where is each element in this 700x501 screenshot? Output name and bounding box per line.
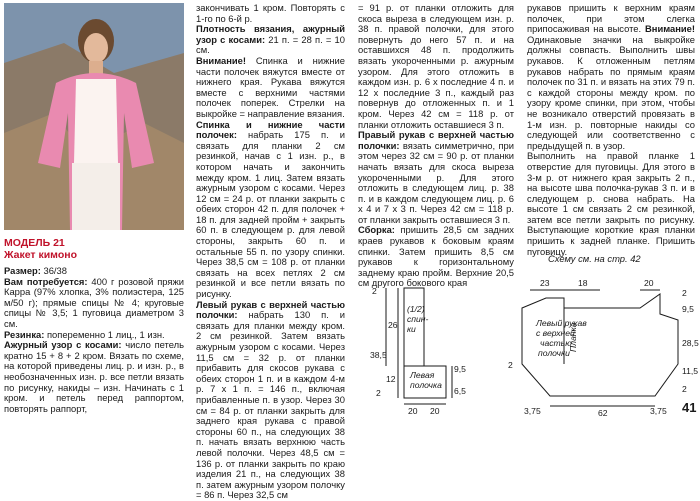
col1-text-1: 21 п. = 28 п. = 10 см. (196, 33, 345, 56)
col3-text-0a: рукавов пришить к верхним краям полочек, при этом слегка припосаживая на высоте. (527, 2, 695, 35)
dim-right-2-top: 2 (682, 288, 687, 298)
lace-paragraph (4, 340, 184, 414)
col2-heading-1: Правый рукав с верхней частью полочки: (358, 129, 514, 151)
text-column-3 (527, 3, 695, 257)
dim-right-62: 62 (598, 408, 608, 418)
text-column-2 (358, 3, 514, 289)
dim-right-11-5: 11,5 (682, 366, 699, 376)
col1-text-3: набрать 175 п. и связать для планки 2 см резинкой, начав с 1 изн. р., в котором начать и закончить между кром. 1 лиц. Затем вязать ажурным узором с косами. Через 12 см = 24 р. от планки закрыть с обеих сторон 42 п. для полочек + 18 п. для задней пройм + закрыть 60 п. в следующем р. для левой стороны, закрыть 60 п. и остальные 55 п. по узору спинки. Через 38,5 см = 108 р. от планки связать на всех петлях 2 см резинкой и все петли вязать по рисунку. (196, 129, 345, 300)
col1-text-2: Спинка и нижние части полочек вяжутся вместе от нижнего края. Рукава вяжутся вместе с верхними частями полочек поперек. Стрелки на выкройке = направление вязания. (196, 54, 345, 119)
model-photo-illustration (4, 3, 184, 230)
col2-para-0: = 91 р. от планки отложить для скоса выреза в следующем изн. р. 38 п. правой полочки, для этого повернуть до него 57 п. и на оставшихся 48 п. продолжить вязать укороченными р. ажурным узором. Для этого отложить в каждом изн. р. 6 x последние 4 п. и 12 x последние 3 п., каждый раз повернув до отложенных п. и 1 кром. Через 42 см = 118 р. от планки отложить оставшиеся 3 п. (358, 2, 514, 130)
dim-left-2-bottom: 2 (376, 388, 381, 398)
dim-right-18: 18 (578, 278, 588, 288)
col1-para-0: закончивать 1 кром. Повторять с 1-го по 6-й р. (196, 2, 345, 24)
col2-heading-2: Сборка: (358, 224, 395, 236)
dim-left-38-5: 38,5 (370, 350, 387, 360)
model-number: МОДЕЛЬ 21 (4, 237, 65, 249)
text-column-1 (196, 3, 345, 501)
dim-right-9-5: 9,5 (682, 304, 694, 314)
materials-paragraph (4, 277, 184, 330)
col2-para-1 (358, 130, 514, 225)
rib-text: попеременно 1 лиц., 1 изн. (44, 328, 165, 340)
size-value: 36/38 (40, 265, 67, 276)
col1-para-1 (196, 24, 345, 56)
col1-heading-1: Плотность вязания, ажурный узор с косами: (196, 23, 345, 45)
dim-right-2-left: 2 (508, 360, 513, 370)
col1-heading-2: Внимание! (196, 54, 246, 66)
model-intro (4, 238, 184, 414)
model-name: Жакет кимоно (4, 248, 77, 261)
dim-left-20b: 20 (430, 406, 440, 416)
dim-left-9-5: 9,5 (454, 364, 466, 374)
materials-text: 400 г розовой пряжи Карра (97% хлопка, 3% полиэстера, 125 м/50 г); прямые спицы № 4; круговые спицы № 3,5; 1 пуговица диаметром 3 см. (4, 275, 184, 329)
col1-text-4: набрать 130 п. и связать для планки между кром. 2 см резинкой. Затем вязать ажурным узором с косами. Через 11,5 см = 32 р. от планки прибавить для скосов рукава с обеих сторон 1 п. и в каждом 4-м р. 7 x 1 п. = 146 п., включая прибавленные п. в узор. Через 30 см = 84 р. от планки закрыть для заднего края рукава с правой стороны 60 п., на следующих 38 п. начать вязать верхнюю часть левой полочки. Через 48,5 см = 136 р. от планки закрыть по краю изделия 21 п., на следующих 38 п. затем ажурным узором полочку = 86 п. Через 32,5 см (196, 309, 345, 501)
col1-para-3 (196, 120, 345, 300)
model-photo (4, 3, 184, 230)
front-label-1: Левая (410, 370, 435, 380)
size-label: Размер: (4, 265, 41, 276)
front-label-2: полочка (410, 380, 442, 390)
materials-heading: Вам потребуется: (4, 275, 88, 287)
dim-right-2-bottom: 2 (682, 384, 687, 394)
dim-right-23: 23 (540, 278, 550, 288)
col1-para-4 (196, 300, 345, 501)
col1-heading-3: Спинка и нижние части полочек: (196, 118, 345, 141)
back-label-3: ки (407, 324, 416, 334)
dim-right-20: 20 (644, 278, 654, 288)
lace-heading: Ажурный узор с косами: (4, 339, 122, 351)
col2-text-1: вязать симметрично, при этом через 32 см = 90 р. от планки начать вязать для скоса выреза укороченными р. Для этого отложить в следующем лиц. р. 38 п. и в каждом следующем лиц. р. 6 x 4 и 7 x 3 п. Через 42 см = 118 р. от планки закрыть оставшиеся 3 п. (358, 139, 514, 225)
pattern-diagram-back (352, 268, 472, 418)
dim-left-20a: 20 (408, 406, 418, 416)
col1-heading-4: Левый рукав с верхней частью полочки: (196, 298, 345, 321)
pattern-diagram-sleeve (500, 268, 700, 418)
lace-text: число петель кратно 15 + 8 + 2 кром. Вязать по схеме, на которой приведены лиц. р. и изн. р., в необозначенных изн. р. все петли вязать по рисунку, накиды – изн. Начинать с 1 кром. и петель перед раппортом, повторять раппорт, (4, 339, 185, 414)
col3-attention: Внимание! (645, 23, 695, 35)
col3-text-0b: Одинаковые значки на выкройке должны совпасть. Выполнить швы рукавов. К отложенным петлям рукавов набрать по прямым краям полочек по 31 п. и вязать на этих 79 п. с каждой стороны между кром. по узору кроме спинки, при этом, чтобы не возникало отверстий провязать в 1-м изн. р. повторные накиды со следующей или соответственно с предыдущей п. в узор. (527, 33, 695, 151)
dim-left-12: 12 (386, 374, 396, 384)
col3-para-1: Выполнить на правой планке 1 отверстие для пуговицы. Для этого в 3-м р. от нижнего края закрыть 2 п., на высоте шва полочка-рукав 3 п. и в следующем р. снова набрать. На высоте 1 см связать 2 см резинкой, затем все петли закрыть по рисунку. Выступающие короткие края планки пришить к задней планке. Пришить пуговицу. (527, 150, 695, 257)
rib-heading: Резинка: (4, 328, 45, 340)
sleeve-label-2: с верхней (536, 328, 575, 338)
back-label-2: спин- (407, 314, 429, 324)
sleeve-label-1: Левый рукав (536, 318, 587, 328)
col2-text-2: пришить 28,5 см задних краев рукавов к боковым краям спинки. Затем пришить 8,5 см рукавов к горизонтальному заднему краю пройм. Верхние 20,5 см другого бокового края (358, 224, 514, 289)
col3-para-0 (527, 3, 695, 151)
dim-right-3-75-left: 3,75 (524, 406, 541, 416)
back-label-1: (1/2) (407, 304, 425, 314)
dim-right-28-5: 28,5 (682, 338, 699, 348)
scheme-reference: Схему см. на стр. 42 (548, 253, 641, 264)
sleeve-label-3: частью (540, 338, 572, 348)
sleeve-label-4: полочки (538, 348, 570, 358)
dim-left-6-5: 6,5 (454, 386, 466, 396)
dim-right-3-75-right: 3,75 (650, 406, 667, 416)
placket-label: Планка (568, 322, 578, 352)
dim-left-26: 26 (388, 320, 398, 330)
col1-para-2 (196, 56, 345, 120)
dim-left-2-top: 2 (372, 286, 377, 296)
page-number: 41 (682, 400, 697, 415)
